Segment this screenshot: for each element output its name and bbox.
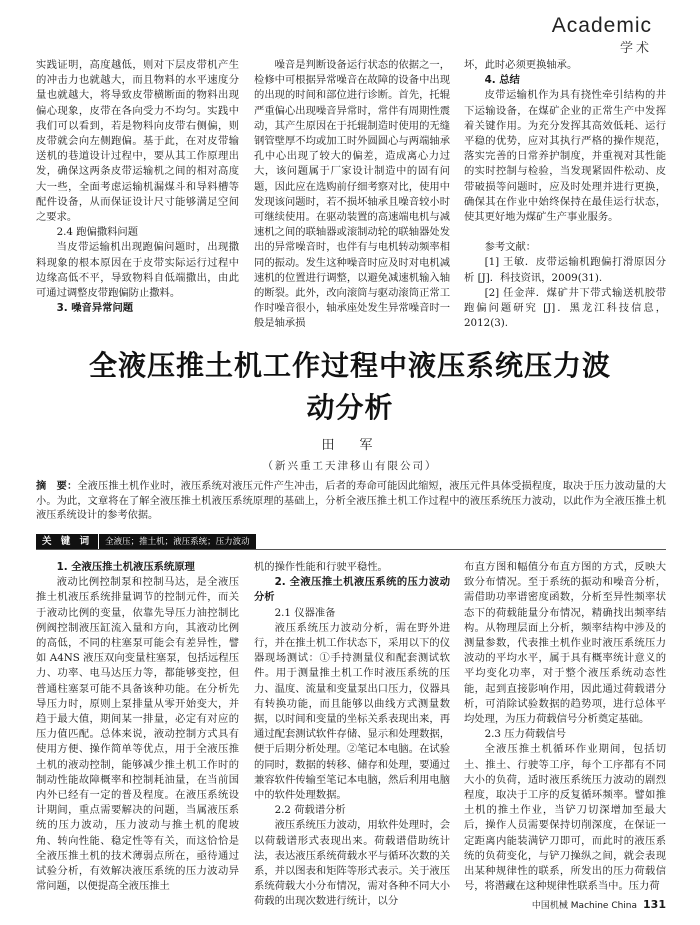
author-name: 田 军 <box>321 438 379 453</box>
previous-article-column-2 <box>254 58 450 332</box>
body-paragraph: 皮带运输机作为具有挠性牵引结构的井下运输设备，在煤矿企业的正常生产中发挥着关键作用。为充分发挥其高效低耗、运行平稳的优势，应对其执行严格的操作规范，落实完善的日常养护制度，并重视对其性能的实时控制与检验，当发现紧固件松动、皮带破损等问题时，应及时处理并进行更换，确保其在作业中始终保持在最佳运行状态，使其更好地为煤矿生产事业服务。 <box>464 89 666 224</box>
body-paragraph: 当皮带运输机出现跑偏问题时，出现撒料现象的根本原因在于皮带实际运行过程中边缘高低不平，导致物料自低端撒出，由此可通过调整皮带跑偏防止撒料。 <box>36 241 239 300</box>
subsection-heading: 2.2 荷载谱分析 <box>274 804 346 817</box>
body-paragraph: 噪音是判断设备运行状态的依据之一，检修中可根据异常噪音在故障的设备中出现的出现的时间和部位进行诊断。首先，托辊严重偏心出现噪音异常时，常伴有周期性震动，其产生原因在于托辊制造时使用的无缝钢管壁厚不均或加工时外圆圆心与两端轴承孔中心出现了较大的偏差，造成离心力过大，该问题属于厂家设计制造中的固有问题，因此应在选购前仔细考察对比，使用中发现该问题时，若不损坏轴承且噪音较小时可继续使用。在驱动装置的高速端电机与减速机之间的联轴器或滚制动轮的联轴器处发出的异常噪音时，也伴有与电机转动频率相同的振动。发生这种噪音时应及时对电机减速机的位置进行调整，以避免减速机输入轴的断裂。此外，改向滚筒与驱动滚筒正常工作时噪音很小，轴承座处发生异常噪音时一般是轴承损 <box>254 59 450 330</box>
abstract-label: 摘 要： <box>36 481 78 492</box>
brand-english: Academic <box>551 14 652 37</box>
abstract <box>36 480 666 524</box>
page-number: 131 <box>643 898 666 911</box>
keywords-divider <box>36 549 666 550</box>
section-heading: 2. 全液压推土机液压系统的压力波动分析 <box>254 576 450 604</box>
article-title-line-2: 动分析 <box>306 391 394 424</box>
brand-chinese: 学术 <box>619 41 652 56</box>
keywords-bar <box>36 534 256 550</box>
keywords-label: 关 键 词 <box>36 534 98 550</box>
author-affiliation: （新兴重工天津移山有限公司） <box>262 460 438 472</box>
subsection-heading: 2.4 跑偏撒料问题 <box>56 226 139 239</box>
abstract-text: 全液压推土机作业时，液压系统对液压元件产生冲击，后者的寿命可能因此缩短，液压元件具体受损程度，取决于压力波动量的大小。为此，文章将在了解全液压推土机液压系统原理的基础上，分析全液压推土机工作过程中的液压系统压力波动，以此作为全液压推土机液压系统设计的参考依据。 <box>36 481 667 521</box>
article-body-column-2 <box>254 560 450 910</box>
section-heading: 4. 总结 <box>484 74 520 87</box>
previous-article-column-1 <box>36 58 239 316</box>
article-body-column-1 <box>36 560 239 894</box>
article-title-line-1: 全液压推土机工作过程中液压系统压力波 <box>88 349 611 382</box>
body-paragraph <box>464 225 666 240</box>
reference-entry: [2] 任金萍．煤矿井下带式输送机胶带跑偏问题研究 [J]．黑龙江科技信息，2012(3). <box>464 286 666 330</box>
body-paragraph: 液压系统压力波动分析，需在野外进行，并在推土机工作状态下，采用以下的仪器现场测试：①手持测量仪和配套测试软件。用于测量推土机工作时液压系统的压力、温度、流量和变量泵出口压力，仪器具有转换功能，而且能够以曲线方式测量数据，以时间和变量的坐标关系表现出来，再通过配套测试软件存储、显示和处理数据，便于后期分析处理。②笔记本电脑。在试验的同时，数据的转移、储存和处理，要通过兼容软件传输至笔记本电脑，然后利用电脑中的软件处理数据。 <box>254 621 450 802</box>
body-paragraph: 全液压推土机循环作业期间，包括切土、推土、行驶等工序，每个工序都有不同大小的负荷，适时液压系统压力波动的剧烈程度，取决于工序的反复循环频率。譬如推土机的推土作业，当铲刀切深增加至最大后，操作人员需要保持切削深度，在保证一定距离内能装满铲刀即可，而此时的液压系统的负荷变化，与铲刀操纵之间，就会表现出某种规律性的联系，所发出的压力荷载信号，将潜藏在这种规律性联系当中。压力荷 <box>464 743 666 893</box>
section-heading: 1. 全液压推土机液压系统原理 <box>56 561 195 573</box>
reference-entry: [1] 王敏．皮带运输机跑偏打滑原因分析 [J]．科技资讯，2009(31). <box>464 256 666 284</box>
page-footer <box>532 898 666 911</box>
footer-journal: 中国机械 Machine China <box>531 901 638 911</box>
body-paragraph: 机的操作性能和行驶平稳性。 <box>254 561 388 573</box>
body-paragraph: 实践证明，高度越低，则对下层皮带机产生的冲击力也就越大，而且物料的水平速度分量也就越大，将导致皮带横断面的物料出现偏心现象，皮带在各向受力不均匀。实践中我们可以看到，若是物料向皮带右侧偏，则皮带就会向左侧跑偏。基于此，在对皮带输送机的巷道设计过程中，要从其工作原理出发，确保这两条皮带运输机之间的相对高度大一些，全面考虑运输机漏煤斗和导料槽等配件设备，从而保证设计尺寸能够满足空间之要求。 <box>36 59 239 224</box>
body-paragraph: 布直方图和幅值分布直方图的方式，反映大致分布情况。至于系统的振动和噪音分析，需借助功率谱密度函数，分析至异性频率状态下的荷载能量分布情况，精确找出频率结构。从物理层面上分析，频率结构中涉及的测量参数，代表推土机作业时液压系统压力波动的平均水平，属于具有概率统计意义的平均变化功率，对于整个液压系统动态性能，起到直接影响作用，因此通过荷载谱分析，可消除试验数据的趋势项，进行总体平均处理，为压力荷载信号分析奠定基础。 <box>464 561 666 726</box>
body-paragraph: 参考文献： <box>484 241 537 254</box>
article-body-column-3 <box>464 560 666 894</box>
subsection-heading: 2.1 仪器准备 <box>274 606 336 619</box>
section-heading: 3. 噪音异常问题 <box>56 302 134 315</box>
body-paragraph: 液动比例控制泵和控制马达，是全液压推土机液压系统排量调节的控制元件，而关于液动比例的变量，依靠先导压力油控制比例阀控制液压缸流入量和方向，其液动比例的高低，不同的柱塞泵可能会有差异性，譬如 A4NS 液压双向变量柱塞泵，包括远程压力、功率、电马达压力等，都能够变控，但普通柱塞泵可能不具备该种功能。在分析先导压力时，原则上泵排量从零开始变大，并趋于最大值，期间某一排量，必定有对应的压力值匹配。总体来说，液动控制方式具有使用方便、操作简单等优点，用于全液压推土机的液动控制，能够减少推土机工作时的制动性能故障概率和控制耗油量，在当前国内外已经有一定的普及程度。在液压系统设计期间，重点需要解决的问题，当属液压系统的压力波动，压力波动与推土机的爬坡角、转向性能、稳定性等有关，而这恰恰是全液压推土机的技术薄弱点所在，亟待通过试验分析，有效解决液压系统的压力波动异常问题，以便提高全液压推土 <box>36 576 239 893</box>
body-paragraph: 坏，此时必须更换轴承。 <box>464 59 578 71</box>
previous-article-column-3 <box>464 58 666 331</box>
journal-brand <box>552 14 652 56</box>
keywords-text: 全液压；推土机；液压系统；压力波动 <box>98 534 256 550</box>
body-paragraph: 液压系统压力波动，用软件处理时，会以荷载谱形式表现出来。荷载谱借助统计法，表达液压系统荷载水平与循环次数的关系，并以图表和矩阵等形式表示。关于液压系统荷载大小分布情况，需对各种不同大小荷载的出现次数进行统计，以分 <box>254 819 450 908</box>
subsection-heading: 2.3 压力荷载信号 <box>484 728 567 741</box>
